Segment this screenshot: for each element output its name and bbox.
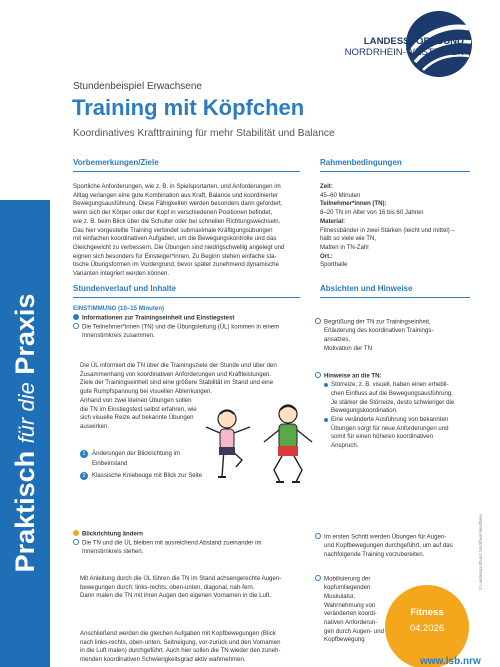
text-line: Muskulatur, (324, 592, 356, 600)
text-line: Kopfbewegung (324, 636, 365, 644)
text-line: nach links-rechts, oben-unten, Seitneigung, vor-zurück und den Vornamen (80, 638, 281, 646)
ort-value: Sporthalle (320, 261, 348, 269)
text-line: bewegungen durch: links-rechts, oben-unten, diagonal, nah-fern. (80, 583, 255, 591)
bullet-open-icon (73, 323, 79, 329)
text-line: Varianten integriert werden können. (73, 270, 170, 278)
kicker: Stundenbeispiel Erwachsene (73, 81, 202, 92)
text-line: Motivation der TN (324, 344, 372, 352)
sidebar-word-praxis: Praxis (10, 293, 40, 375)
text-line: ansatzes, (324, 335, 351, 343)
text-line: Bewegungskoordination. (331, 407, 398, 415)
text-line: Übungen sorgt für neue Anforderungen und (331, 424, 449, 432)
text-line: Bewegungsausführung. Diese Fähigkeiten werden besonders dann gefordert, (73, 200, 283, 208)
material-label: Material: (320, 217, 346, 225)
text-line: mit einfachen koordinativen Aufgaben, um die Bewegungskontrolle und das (73, 235, 277, 243)
sidebar-word-praktisch: Praktisch (10, 450, 40, 573)
text-line: tische Übungsformen im Vordergrund, bevor später zunehmend dynamische (73, 261, 279, 269)
category-badge (385, 585, 469, 667)
absichten-b1 (315, 318, 475, 353)
page-title: Training mit Köpfchen (72, 95, 305, 120)
text-line: und Kopfbewegungen durchgeführt, um auf das (324, 542, 453, 550)
bullet-icon (73, 530, 79, 536)
copyright-note: © Landessportbund Nordrhein-Westfalen (478, 513, 483, 590)
text-line: Die Teilnehmer*innen (TN) und die Übungsleitung (ÜL) kommen in einem (82, 323, 280, 331)
rahmen-text (320, 183, 475, 270)
text-line: kopfumliegenden (324, 584, 371, 592)
text-line: die TN im Einstiegstest selbst erfahren, wie (80, 405, 197, 413)
list-item: Klassische Kniebeuge mit Blick zur Seite (92, 472, 203, 480)
text-line: Anspruch. (331, 442, 359, 450)
text-line: Sportliche Anforderungen, wie z. B. in Spielsportarten, und Anforderungen im (73, 183, 281, 190)
text-line: Gleichgewicht zu verbessern. Die Übungen sind niedrigschwellig angelegt und (73, 243, 285, 251)
text-line: Erläuterung des koordinativen Trainings- (324, 327, 434, 335)
text-line: Innenstirnkreis zusammen. (82, 332, 155, 340)
blick-block (73, 530, 313, 557)
text-line: Eine veränderte Ausführung von bekannten (331, 416, 449, 424)
text-line: Zusammenhang von koordinativen Anforderungen und Kraftleistungen. (80, 370, 272, 378)
logo-line-2: NORDRHEIN-WESTFALEN (344, 47, 464, 58)
material-value: Fitnessbänder in zwei Stärken (leicht und mittel) – (320, 226, 455, 234)
text-line: chen Einfluss auf die Bewegungsausführung. (331, 389, 453, 397)
text-line: Das hier vorgestellte Training verbindet submaximale Kräftigungsübungen (73, 226, 273, 234)
logo-line-1: LANDESSPORTBUND (363, 36, 464, 47)
text-line: Im ersten Schritt werden Übungen für Augen- (324, 533, 447, 541)
text-line: Anschließend werden die gleichen Aufgaben mit Kopfbewegungen (Blick (80, 630, 276, 637)
heading-vorbemerkungen: Vorbemerkungen/Ziele (73, 158, 159, 167)
mobil-block (315, 575, 395, 645)
blick-title: Blickrichtung ändern (82, 530, 143, 538)
ort-label: Ort.: (320, 252, 333, 260)
einstimmung-label: EINSTIMMUNG (10–15 Minuten) (73, 305, 165, 312)
text-line: gen durch Augen- und (324, 627, 384, 635)
text-line: somit für einen höheren koordinativen (331, 433, 433, 441)
bullet-open-icon (315, 372, 321, 378)
heading-rahmenbedingungen: Rahmenbedingungen (320, 158, 402, 167)
info-title: Informationen zur Trainingseinheit und Einstiegstest (82, 314, 235, 322)
page-subtitle: Koordinatives Krafttraining für mehr Stabilität und Balance (73, 128, 335, 139)
text-line: Begrüßung der TN zur Trainingseinheit, (324, 318, 431, 326)
text-line: Dann malen die TN mit ihren Augen den eigenen Vornamen in die Luft. (80, 592, 271, 600)
text-line: menden koordinativen Schwierigkeitsgrad aktiv wahrnehmen. (80, 656, 246, 664)
text-line: sich visuelle Reize auf bekannte Übungen (80, 414, 194, 422)
figure-balance-illustration (200, 405, 255, 485)
bullet-icon (324, 383, 328, 387)
badge-date: 04.2026 (409, 623, 445, 634)
text-line: auswirken. (80, 422, 110, 430)
heading-stundenverlauf: Stundenverlauf und Inhalte (73, 284, 177, 293)
bullet-open-icon (315, 575, 321, 581)
stundenverlauf-block-1 (73, 305, 313, 341)
bullet-open-icon (315, 533, 321, 539)
bullet-open-icon (73, 539, 79, 545)
number-badge: 1 (80, 450, 88, 458)
text-line: Ziele der Trainingseinheit sind eine größere Stabilität im Stand und eine (80, 379, 274, 387)
figure-squat-illustration (258, 402, 318, 487)
text-line: veränderten koordi- (324, 610, 377, 618)
sidebar-word-fuer-die: für die (14, 382, 39, 444)
text-line: Störreize, z. B. visuell, haben einen erhebli- (331, 381, 449, 389)
zeit-label: Zeit: (320, 183, 333, 190)
text-line: gute Rumpfspannung bei visuellen Ablenkungen. (80, 388, 213, 396)
text-line: Innenstirnkreis stehen. (82, 548, 144, 556)
footer-link[interactable]: www.lsb.nrw (420, 656, 481, 667)
anleitung-block (80, 575, 315, 601)
vorbemerkungen-text (73, 183, 309, 279)
hinweis-title: Hinweise an die TN: (324, 372, 382, 380)
bullet-icon (324, 418, 328, 422)
text-line: in die Luft malen) durchgeführt. Auch hier sollen die TN wieder den zuneh- (80, 647, 281, 655)
bullet-open-icon (315, 318, 321, 324)
divider-vorbemerkungen (73, 171, 300, 172)
text-line: Die TN und die ÜL bleiben mit ausreichend Abstand zueinander im (82, 539, 262, 547)
sidebar-title (5, 203, 45, 663)
text-line: wenn sich der Körper oder der Kopf in verschiedenen Positionen befindet, (73, 209, 273, 217)
text-line: Mobilisierung der (324, 575, 371, 583)
list-item: Änderungen der Blickrichtung im (92, 450, 181, 457)
heading-absichten: Absichten und Hinweise (320, 284, 413, 293)
text-line: Die ÜL informiert die TN über die Trainingsziele der Stunde und über den (80, 362, 277, 369)
text-line: eignen sich besonders für Einsteiger*innen. Zu Beginn stehen einfache sta- (73, 252, 277, 260)
tn-value: 8–20 TN im Alter von 16 bis 60 Jahren (320, 209, 424, 217)
bullet-icon (73, 314, 79, 320)
text-line: Anhand von zwei kleinen Übungen sollen (80, 396, 192, 404)
badge-title: Fitness (410, 607, 444, 618)
hinweise-block (315, 372, 475, 451)
text-line: Mit Anleitung durch die ÜL führen die TN im Stand achsengerechte Augen- (80, 575, 282, 582)
divider-rahmen (320, 171, 470, 172)
material-value: halb so viele wie TN, (320, 235, 377, 243)
text-line: nachfolgende Training vorzubereiten. (324, 550, 425, 558)
text-line: wie z. B. beim Blick über die Schulter oder bei schnellen Richtungswechseln. (73, 217, 281, 225)
anschluss-block (80, 630, 315, 665)
tn-label: Teilnehmer*innen (TN): (320, 200, 387, 208)
text-line: Je stärker die Störreize, desto schwieriger die (331, 398, 455, 406)
divider-stundenverlauf (73, 297, 300, 298)
number-badge: 2 (80, 472, 88, 480)
divider-absichten (320, 297, 470, 298)
material-value: Matten in TN-Zahl (320, 243, 369, 251)
zeit-value: 45–60 Minuten (320, 191, 361, 199)
schritt-block (315, 533, 475, 560)
text-line: Wahrnehmung von (324, 601, 376, 609)
list-item: Einbeinstand (92, 459, 128, 467)
text-line: Alltag verlangen eine gute Kombination aus Kraft, Balance und koordinierter (73, 191, 278, 199)
text-line: nativen Anforderun- (324, 619, 378, 627)
